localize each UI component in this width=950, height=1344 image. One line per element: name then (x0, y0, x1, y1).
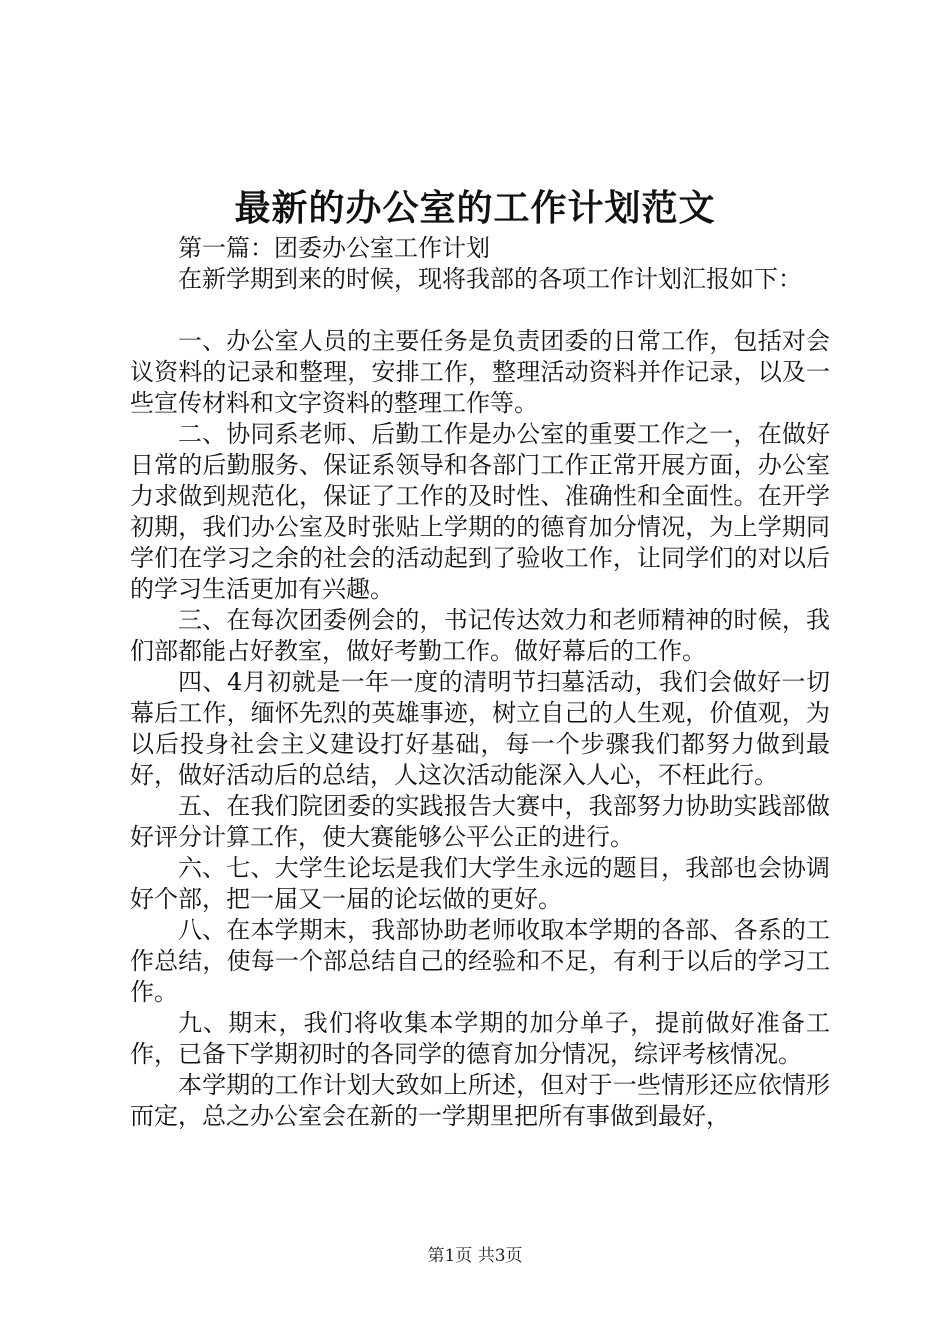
document-title: 最新的办公室的工作计划范文 (234, 187, 716, 229)
closing-paragraph: 本学期的工作计划大致如上所述，但对于一些情形还应依情形而定，总之办公室会在新的一学期里把所有事做到最好， (130, 1071, 830, 1130)
paragraph-item-1: 一、办公室人员的主要任务是负责团委的日常工作，包括对会议资料的记录和整理，安排工作，整理活动资料并作记录，以及一些宣传材料和文字资料的整理工作等。 (130, 327, 830, 417)
paragraph-item-6-7: 六、七、大学生论坛是我们大学生永远的题目，我部也会协调好个部，把一届又一届的论坛做的更好。 (130, 854, 830, 913)
paragraph-item-3: 三、在每次团委例会的，书记传达效力和老师精神的时候，我们部都能占好教室，做好考勤工作。做好幕后的工作。 (130, 606, 830, 665)
blank-line (130, 295, 830, 326)
paragraph-item-2: 二、协同系老师、后勤工作是办公室的重要工作之一，在做好日常的后勤服务、保证系领导和各部门工作正常开展方面，办公室力求做到规范化，保证了工作的及时性、准确性和全面性。在开学初期，我们办公室及时张贴上学期的的德育加分情况，为上学期同学们在学习之余的社会的活动起到了验收工作，让同学们的对以后的学习生活更加有兴趣。 (130, 420, 830, 603)
section-heading: 第一篇：团委办公室工作计划 (178, 234, 490, 262)
paragraph-item-9: 九、期末，我们将收集本学期的加分单子，提前做好准备工作，已备下学期初时的各同学的德育加分情况，综评考核情况。 (130, 1009, 830, 1068)
paragraph-item-8: 八、在本学期末，我部协助老师收取本学期的各部、各系的工作总结，使每一个部总结自己的经验和不足，有利于以后的学习工作。 (130, 916, 830, 1006)
intro-paragraph: 在新学期到来的时候，现将我部的各项工作计划汇报如下： (178, 265, 802, 293)
document-body (130, 233, 830, 1132)
paragraph-item-5: 五、在我们院团委的实践报告大赛中，我部努力协助实践部做好评分计算工作，使大赛能够公平公正的进行。 (130, 792, 830, 851)
page-number-footer: 第1页 共3页 (427, 1246, 523, 1266)
paragraph-item-4: 四、4月初就是一年一度的清明节扫墓活动，我们会做好一切幕后工作，缅怀先烈的英雄事迹，树立自己的人生观，价值观，为以后投身社会主义建设打好基础，每一个步骤我们都努力做到最好，做好活动后的总结，人这次活动能深入人心，不枉此行。 (130, 668, 830, 789)
